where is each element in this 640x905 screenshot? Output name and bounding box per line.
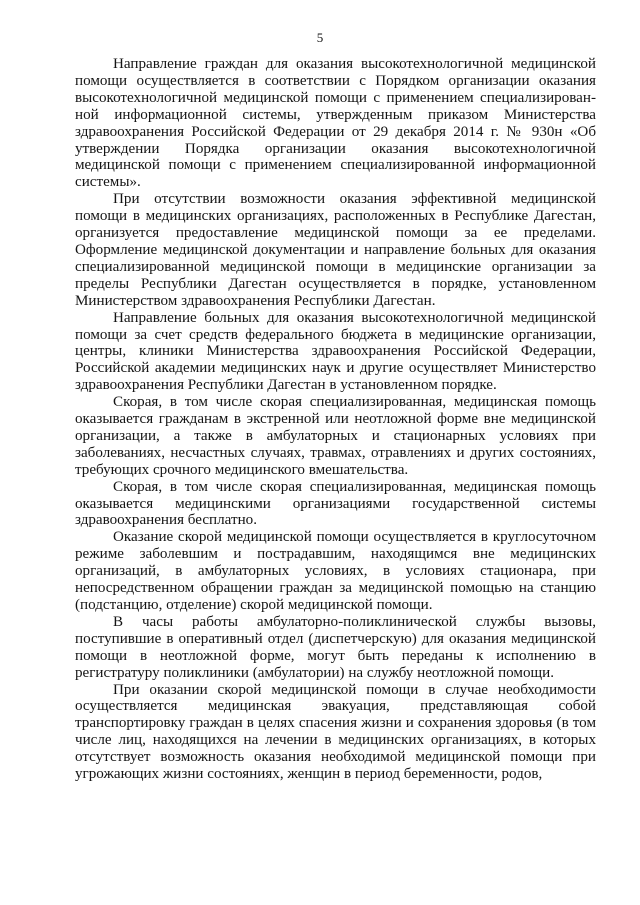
- paragraph-care-outside-dagestan: При отсутствии возможности оказания эффективной медицинской помощи в медицинских организациях, расположенных в Республике Дагестан, организуется предоставление медицинской помощи за ее пределами. Оформление медицинской документации и направление больных для оказания специализированной медицинской помощи в медицинские организации за пределы Республики Дагестан осуществляется в порядке, установленном Министерством здравоохранения Республики Дагестан.: [75, 191, 596, 309]
- paragraph-emergency-care-definition: Скорая, в том числе скорая специализированная, медицинская помощь оказывается гражданам в экстренной или неотложной форме вне медицинской организации, а также в амбулаторных и стационарных условиях при заболеваниях, несчастных случаях, травмах, отравлениях и других состояниях, требующих срочного медицинского вмешательства.: [75, 394, 596, 478]
- paragraph-emergency-care-free: Скорая, в том числе скорая специализированная, медицинская помощь оказывается медицинскими организациями государственной системы здравоохранения бесплатно.: [75, 478, 596, 529]
- paragraph-high-tech-referral: Направление граждан для оказания высокотехнологичной медицинской помощи осуществляется в соответствии с Порядком организации оказания высокотехнологичной медицинской помощи с применением специализированной информационной системы, утвержденным приказом Министерства здравоохранения Российской Федерации от 29 декабря 2014 г. № 930н «Об утверждении Порядка организации оказания высокотехнологичной медицинской помощи с применением специализированной информационной системы».: [75, 56, 596, 191]
- document-text-body: [75, 56, 596, 783]
- paragraph-federal-budget-referral: Направление больных для оказания высокотехнологичной медицинской помощи за счет средств федерального бюджета в медицинские организации, центры, клиники Министерства здравоохранения Российской Федерации, Российской академии медицинских наук и другие осуществляет Министерство здравоохранения Республики Дагестан в установленном порядке.: [75, 309, 596, 394]
- paragraph-polyclinic-hours: В часы работы амбулаторно-поликлинической службы вызовы, поступившие в оперативный отдел (диспетчерскую) для оказания медицинской помощи в неотложной форме, могут быть переданы к исполнению в регистратуру поликлиники (амбулатории) на службу неотложной помощи.: [75, 613, 596, 681]
- paragraph-round-the-clock: Оказание скорой медицинской помощи осуществляется в круглосуточном режиме заболевшим и пострадавшим, находящимся вне медицинских организаций, в амбулаторных условиях, в условиях стационара, при непосредственном обращении граждан за медицинской помощью на станцию (подстанцию, отделение) скорой медицинской помощи.: [75, 529, 596, 613]
- paragraph-medical-evacuation: При оказании скорой медицинской помощи в случае необходимости осуществляется медицинская эвакуация, представляющая собой транспортировку граждан в целях спасения жизни и сохранения здоровья (в том числе лиц, находящихся на лечении в медицинских организациях, в которых отсутствует возможность оказания необходимой медицинской помощи при угрожающих жизни состояниях, женщин в период беременности, родов,: [75, 681, 596, 783]
- page-number: 5: [316, 30, 324, 45]
